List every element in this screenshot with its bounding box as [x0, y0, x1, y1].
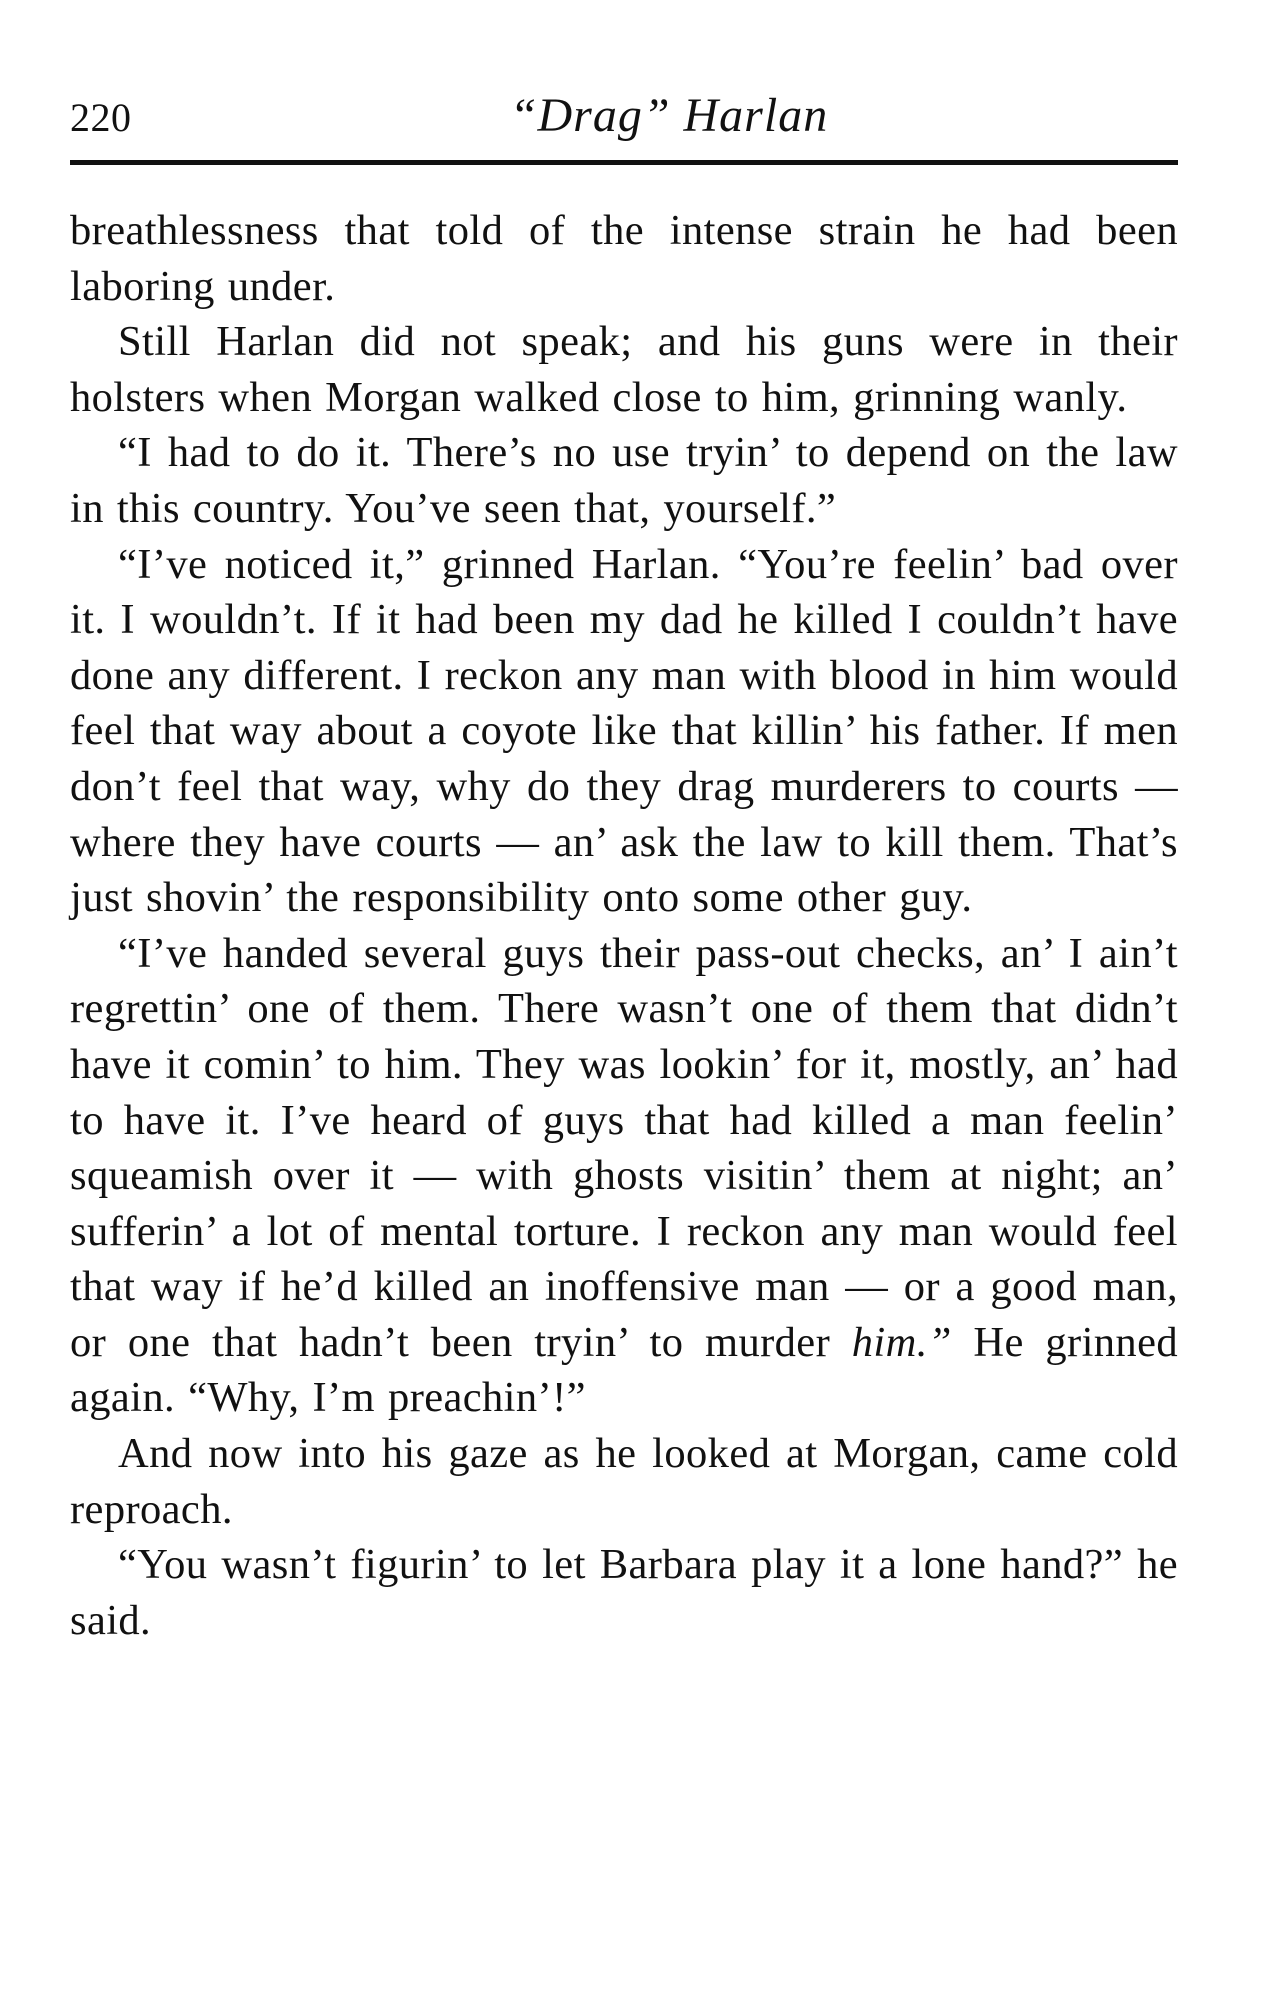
header-rule	[70, 160, 1178, 165]
paragraph-5-emphasis: him.”	[851, 1318, 952, 1366]
body-text	[70, 203, 1178, 1648]
paragraph-4: “I’ve noticed it,” grinned Harlan. “You’re feelin’ bad over it. I wouldn’t. If it had been my dad he killed I couldn’t have done any different. I reckon any man with blood in him would feel that way about a coyote like that killin’ his father. If men don’t feel that way, why do they drag murderers to courts — where they have courts — an’ ask the law to kill them. That’s just shovin’ the responsibility onto some other guy.	[70, 540, 1178, 922]
paragraph-5	[70, 926, 1178, 1426]
book-page	[70, 88, 1178, 1648]
paragraph-1: breathlessness that told of the intense strain he had been laboring under.	[70, 207, 1178, 310]
paragraph-7: “You wasn’t figurin’ to let Barbara play it a lone hand?” he said.	[70, 1541, 1178, 1644]
paragraph-5-text: “I’ve handed several guys their pass-out checks, an’ I ain’t regrettin’ one of them. There wasn’t one of them that didn’t have it comin’ to him. They was lookin’ for it, mostly, an’ had to have it. I’ve heard of guys that had killed a man feelin’ squeamish over it — with ghosts visitin’ them at night; an’ sufferin’ a lot of mental torture. I reckon any man would feel that way if he’d killed an inoffensive man — or a good man, or one that hadn’t been tryin’ to murder	[70, 929, 1178, 1366]
paragraph-5-tail: He grinned again. “Why, I’m preachin’!”	[70, 1318, 1178, 1422]
paragraph-2: Still Harlan did not speak; and his guns were in their holsters when Morgan walked close to him, grinning wanly.	[70, 318, 1178, 421]
paragraph-6: And now into his gaze as he looked at Morgan, came cold reproach.	[70, 1430, 1178, 1533]
page-number: 220	[70, 95, 132, 140]
paragraph-3: “I had to do it. There’s no use tryin’ to depend on the law in this country. You’ve seen that, yourself.”	[70, 429, 1178, 532]
running-title: “Drag” Harlan	[509, 89, 829, 142]
running-head	[70, 88, 1178, 148]
